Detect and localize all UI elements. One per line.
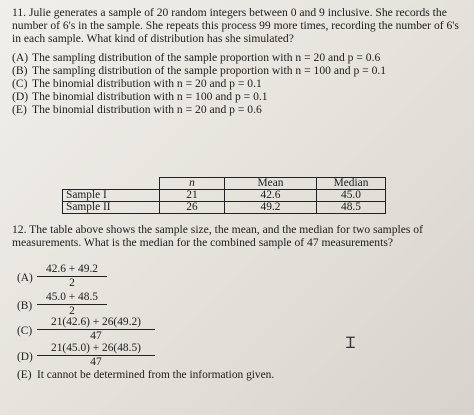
question-11 [12,6,468,117]
table-cell: 21 [160,190,225,202]
fraction: $\frac{42.6 + 49.2}{2}$ [37,263,107,290]
question-12 [12,223,468,249]
table-cell: 48.5 [317,202,386,214]
fraction: $\frac{21(45.0) + 26(48.5)}{47}$ [37,342,155,369]
choice-11e[interactable]: (E) The binomial distribution with n = 20 and p = 0.6 [12,103,262,117]
table-row [63,202,386,214]
text-cursor-icon: Ɪ [346,333,355,352]
table-cell: 26 [160,202,225,214]
table-cell: 42.6 [225,190,317,202]
table-header-median: Median [317,178,386,190]
table-cell: Sample I [63,190,160,202]
fraction: $\frac{45.0 + 48.5}{2}$ [37,291,107,318]
choice-11b[interactable]: (B) The sampling distribution of the sample proportion with n = 100 and p = 0.1 [12,63,387,77]
table-header-mean: Mean [225,178,317,190]
worksheet-page: 11. Julie generates a sample of 20 random integers between 0 and 9 inclusive. She records the number of 6's in the sample. She repeats this process 99 more times, recording the number of 6's in each sample. What kind of distribution has she simulated? (A) The sampling distribution of the sample proportion with n = 20 and p = 0.6 (B) The sampling distribution of the sample proportion with n = 100 and p = 0.1 (C) The binomial distribution with n = 20 and p = 0.1 (D) The binomial distribution with n = 100 and p = 0.1 (E) The binomial distribution with n = 20 and p = 0.6 n Mean Median Sample I 21 42.6 45.0 Sample II 26 49.2 48.5 12. The table above shows the sample size, the mean, and the median for two samples of measurements. What is the median for the combined sample of 47 measurements? (A) $\frac{42.6 + 49.2}{2}$ (B) $\frac{45.0 + 48.5}{2}$ (C) $\frac{21(42.6) + 26(49.2)}{47}$ (D) $\frac{21(45.0) + 26(48.5)}{47}$ (E) It cannot be determined from the information given. Ɪ [0,0,474,415]
choice-12e[interactable]: (E) It cannot be determined from the information given. [17,369,275,381]
table-cell: 45.0 [317,190,386,202]
question-11-stem: 11. Julie generates a sample of 20 random integers between 0 and 9 inclusive. She records the number of 6's in the sample. She repeats this process 99 more times, recording the number of 6's in each sample. What kind of distribution has she simulated? [12,6,459,46]
table-header-blank [63,178,160,190]
question-12-stem: 12. The table above shows the sample size, the mean, and the median for two samples of measurements. What is the median for the combined sample of 47 measurements? [12,223,423,250]
table-header-n: n [160,178,225,190]
choice-11c[interactable]: (C) The binomial distribution with n = 20 and p = 0.1 [12,77,262,91]
table-row [63,190,386,202]
sample-table [62,177,386,214]
choice-11a[interactable]: (A) The sampling distribution of the sample proportion with n = 20 and p = 0.6 [12,50,381,64]
table-cell: 49.2 [225,202,317,214]
choice-11d[interactable]: (D) The binomial distribution with n = 100 and p = 0.1 [12,90,268,104]
fraction: $\frac{21(42.6) + 26(49.2)}{47}$ [37,316,155,343]
table-header-row [63,178,386,190]
table-cell: Sample II [63,202,160,214]
question-11-choices [12,51,468,117]
